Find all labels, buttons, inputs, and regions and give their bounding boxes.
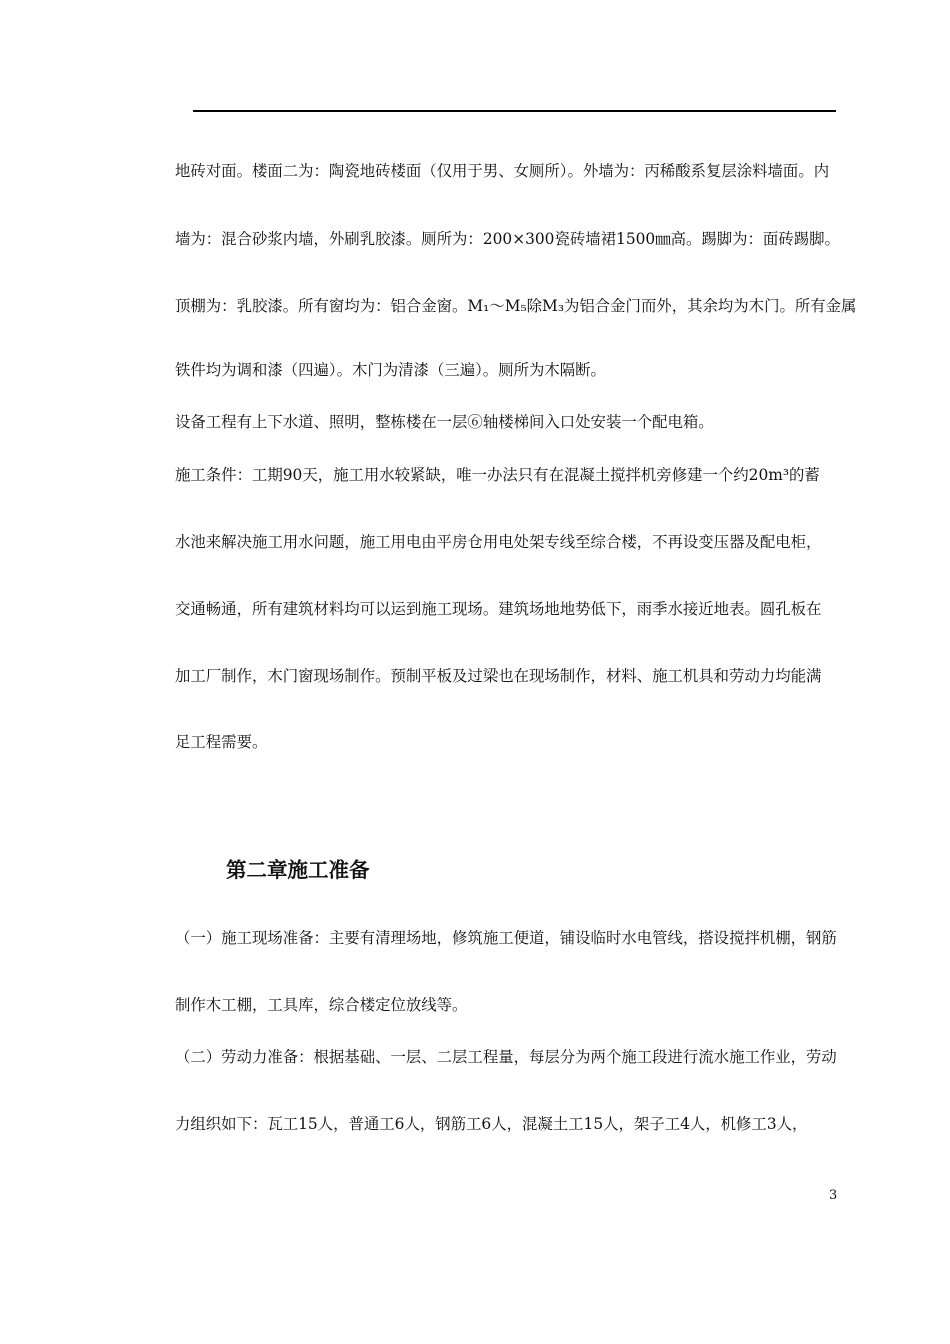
body-line-10: 足工程需要。	[175, 733, 268, 751]
body-line-8: 交通畅通，所有建筑材料均可以运到施工现场。建筑场地地势低下，雨季水接近地表。圆孔板在	[175, 600, 822, 618]
section-line-4: 力组织如下：瓦工15人，普通工6人，钢筋工6人，混凝土工15人，架子工4人，机修工3人，	[175, 1115, 808, 1133]
body-line-7: 水池来解决施工用水问题，施工用电由平房仓用电处架专线至综合楼，不再设变压器及配电柜，	[175, 533, 822, 551]
page-number: 3	[829, 1188, 838, 1203]
section-line-3: （二）劳动力准备：根据基础、一层、二层工程量，每层分为两个施工段进行流水施工作业，劳动	[175, 1048, 837, 1066]
body-line-4: 铁件均为调和漆（四遍）。木门为清漆（三遍）。厕所为木隔断。	[175, 361, 606, 379]
body-line-1: 地砖对面。楼面二为：陶瓷地砖楼面（仅用于男、女厕所）。外墙为：丙稀酸系复层涂料墙面。内	[175, 162, 830, 180]
body-line-2: 墙为：混合砂浆内墙，外刷乳胶漆。厕所为：200×300瓷砖墙裙1500㎜高。踢脚为：面砖踢脚。	[175, 230, 840, 248]
section-line-2: 制作木工棚，工具库，综合楼定位放线等。	[175, 996, 468, 1014]
body-line-6: 施工条件：工期90天，施工用水较紧缺，唯一办法只有在混凝土搅拌机旁修建一个约20m³的蓄	[175, 466, 820, 484]
body-line-3: 顶棚为：乳胶漆。所有窗均为：铝合金窗。M₁～M₅除M₃为铝合金门而外，其余均为木门。所有金属	[175, 297, 857, 315]
section-line-1: （一）施工现场准备：主要有清理场地，修筑施工便道，铺设临时水电管线，搭设搅拌机棚，钢筋	[175, 929, 837, 947]
body-line-9: 加工厂制作，木门窗现场制作。预制平板及过梁也在现场制作，材料、施工机具和劳动力均能满	[175, 667, 822, 685]
body-line-5: 设备工程有上下水道、照明，整栋楼在一层⑥轴楼梯间入口处安装一个配电箱。	[175, 413, 714, 431]
chapter-heading: 第二章施工准备	[226, 858, 370, 882]
header-rule	[193, 110, 836, 112]
